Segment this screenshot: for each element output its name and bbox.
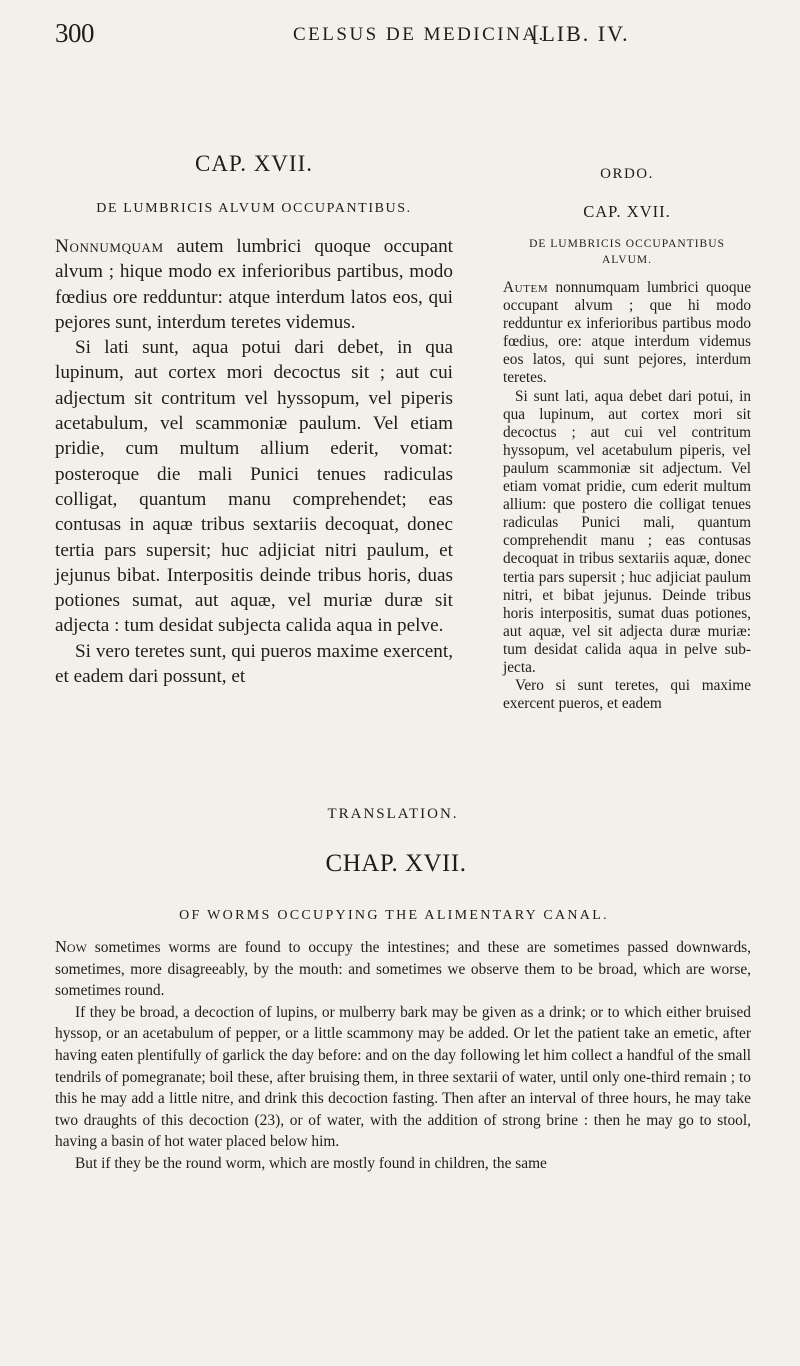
translation-text: [55, 936, 751, 1175]
translation-label: TRANSLATION.: [327, 806, 459, 822]
translation-paragraph: If they be broad, a decoction of lupins, or mulberry bark may be given as a drink; or to which either bruised hyssop, or an acetabulum of pepper, or a little scammony may be added. Or let the patient take an emetic, after having eaten plentifully of garlick the day before: and on the day following let him collect a handful of the small tendrils of pomegranate; boil these, after bruising them, in three sextarii of water, until only one-third remain ; to this he may add a little nitre, and drink this decoction fasting. Then after an interval of three hours, he may take two draughts of this decoction (23), or of water, with the addition of strong brine : then he may go to stool, having a basin of hot water placed below him.: [55, 1003, 751, 1151]
ordo-paragraph: Vero si sunt teretes, qui maxime exercent pueros, et eadem: [503, 677, 751, 713]
ordo-paragraph: Autem nonnumquam lumbrici quoque occupant alvum ; que hi modo redduntur ex inferioribus partibus modo fœdius, ore: atque interdum videmus eos latos, qui sunt pejores, interdum teretes.: [503, 279, 751, 387]
latin-text: [55, 234, 453, 689]
translation-lead-word: Now: [55, 937, 87, 956]
translation-paragraph: But if they be the round worm, which are mostly found in children, the same: [75, 1154, 547, 1172]
ordo-chapter-heading: CAP. XVII.: [583, 202, 671, 221]
latin-lead-word: Nonnumquam: [55, 236, 164, 257]
ordo-chapter-subtitle: DE LUMBRICIS OCCUPANTIBUS ALVUM.: [529, 238, 725, 266]
latin-chapter-subtitle: DE LUMBRICIS ALVUM OCCUPANTIBUS.: [96, 201, 412, 216]
latin-paragraph: Si vero teretes sunt, qui pueros maxime exercent, et eadem dari possunt, et: [55, 640, 453, 688]
translation-paragraph: Now sometimes worms are found to occupy the intestines; and these are sometimes passed downwards, sometimes, more disagreeably, by the mouth: and sometimes we observe them to be broad, which are worse, sometimes round.: [55, 937, 751, 1000]
book-label: [LIB. IV.: [532, 21, 630, 46]
translation-chapter-heading: CHAP. XVII.: [325, 850, 467, 877]
ordo-label: ORDO.: [600, 166, 654, 182]
ordo-paragraph: Si sunt lati, aqua debet dari potui, in qua lupinum, aut cortex mori sit decoctus ; aut cui vel contritum hyssopum, vel acetabulum piperis, vel paulum scammoniæ sit adjectum. Vel etiam vomat pridie, cum ederit multum allium: que postero die colligat tenues radiculas Punici mali, quantum comprehendit manu ; eas contusas decoquat in tribus sextariis aquæ, donec tertia pars supersit ; huc adjiciat paulum nitri, et bibat jejunus. Deinde tribus horis interpositis, sumat duas potiones, aut aquæ, vel sit adjecta duræ muriæ: tum desidat calida aqua in pelve subjecta.: [503, 387, 751, 676]
page-number: 300: [55, 18, 94, 48]
translation-chapter-subtitle: OF WORMS OCCUPYING THE ALIMENTARY CANAL.: [179, 908, 609, 923]
latin-chapter-heading: CAP. XVII.: [195, 151, 313, 176]
running-title: CELSUS DE MEDICINA.: [293, 24, 546, 45]
ordo-text: [503, 279, 751, 713]
latin-paragraph: Si lati sunt, aqua potui dari debet, in qua lupinum, aut cortex mori decoctus sit ; aut cui adjectum sit contritum vel hyssopum, vel piperis acetabulum, vel scammoniæ paulum. Vel etiam pridie, cum multum allium ederit, vomat: posteroque die mali Punici tenues radiculas colligat, quantum manu comprehendet; eas contusas in aquæ tribus sextariis decoquat, donec tertia pars supersit; huc adjiciat nitri paulum, et jejunus bibat. Interpositis deinde tribus horis, duas potiones sumat, aut aquæ, vel muriæ duræ sit adjecta : tum desidat subjecta calida aqua in pelve.: [55, 337, 453, 637]
latin-paragraph: Nonnumquam autem lumbrici quoque occupant alvum ; hique modo ex inferioribus partibus, modo fœdius ore redduntur: atque interdum latos eos, qui pejores sunt, interdum teretes videmus.: [55, 236, 453, 333]
ordo-lead-word: Autem: [503, 279, 549, 296]
